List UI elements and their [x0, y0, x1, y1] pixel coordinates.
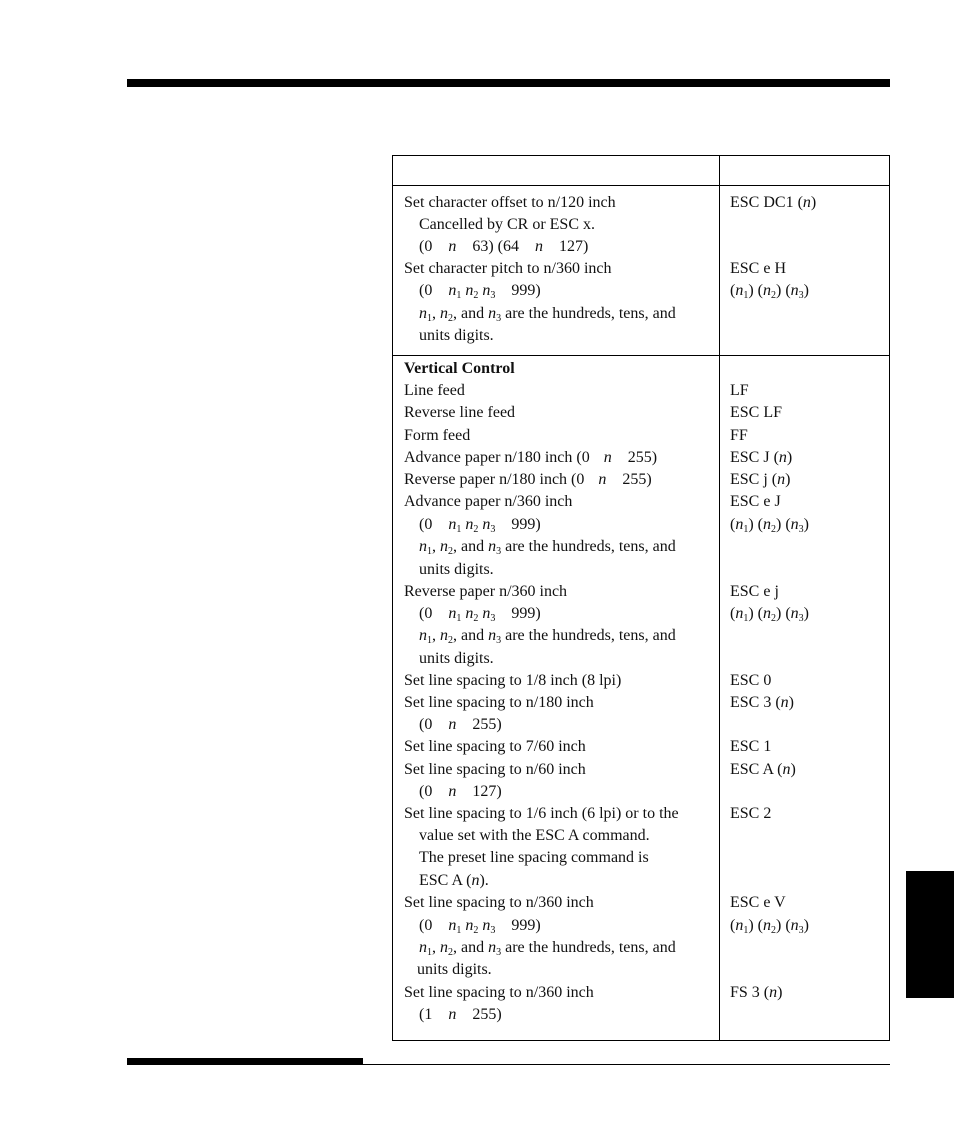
section-heading: Vertical Control — [404, 360, 515, 377]
advance-180-function: Advance paper n/180 inch (0 n 255) — [404, 449, 658, 466]
offset-function: Set character offset to n/120 inch — [404, 194, 616, 211]
pitch-range: (0 $n_1$ $n_2$ $n_3$ 999) — [419, 282, 541, 301]
line-spacing-6lpi-preset: The preset line spacing command is — [419, 849, 649, 866]
reverse-line-feed-function: Reverse line feed — [404, 404, 516, 421]
line-spacing-6lpi-preset-cmd: ESC A (n). — [419, 872, 489, 889]
reverse-360-range: (0 $n_1$ $n_2$ $n_3$ 999) — [419, 605, 541, 624]
line-spacing-6lpi-note: value set with the ESC A command. — [419, 827, 650, 844]
line-feed-function: Line feed — [404, 382, 465, 399]
line-spacing-360-command: ESC e V — [730, 894, 786, 911]
pitch-function: Set character pitch to n/360 inch — [404, 260, 612, 277]
offset-range: (0 n 63) (64 n 127) — [419, 238, 589, 255]
line-spacing-8lpi-function: Set line spacing to 1/8 inch (8 lpi) — [404, 672, 622, 689]
offset-note: Cancelled by CR or ESC x. — [419, 216, 595, 233]
line-spacing-60-command: ESC A (n) — [730, 761, 796, 778]
line-spacing-7-60-command: ESC 1 — [730, 738, 772, 755]
fs3-command: FS 3 (n) — [730, 984, 783, 1001]
column-divider — [719, 156, 720, 1040]
line-spacing-180-range: (0 n 255) — [419, 716, 502, 733]
pitch-units: units digits. — [419, 327, 494, 344]
pitch-digits-note: $n_1$, $n_2$, and $n_3$ are the hundreds, tens, and — [419, 305, 676, 324]
header-rule — [393, 185, 889, 186]
reverse-360-params: $(n_1)$ $(n_2)$ $(n_3)$ — [730, 605, 809, 624]
advance-360-units: units digits. — [419, 561, 494, 578]
advance-360-function: Advance paper n/360 inch — [404, 493, 573, 510]
form-feed-function: Form feed — [404, 427, 471, 444]
line-spacing-360-params: $(n_1)$ $(n_2)$ $(n_3)$ — [730, 917, 809, 936]
footer-rule-thick — [127, 1058, 363, 1065]
reverse-180-function: Reverse paper n/180 inch (0 n 255) — [404, 471, 652, 488]
reverse-360-digits-note: $n_1$, $n_2$, and $n_3$ are the hundreds, tens, and — [419, 627, 676, 646]
line-spacing-6lpi-function: Set line spacing to 1/6 inch (6 lpi) or to the — [404, 805, 679, 822]
line-spacing-360-range: (0 $n_1$ $n_2$ $n_3$ 999) — [419, 917, 541, 936]
top-rule — [127, 79, 890, 87]
line-spacing-6lpi-command: ESC 2 — [730, 805, 772, 822]
chapter-thumb-tab — [906, 871, 954, 998]
reverse-180-command: ESC j (n) — [730, 471, 791, 488]
section-rule — [393, 355, 889, 356]
advance-360-command: ESC e J — [730, 493, 781, 510]
fs3-function: Set line spacing to n/360 inch — [404, 984, 594, 1001]
line-spacing-7-60-function: Set line spacing to 7/60 inch — [404, 738, 586, 755]
form-feed-command: FF — [730, 427, 748, 444]
pitch-command: ESC e H — [730, 260, 786, 277]
reverse-360-function: Reverse paper n/360 inch — [404, 583, 568, 600]
reverse-360-units: units digits. — [419, 650, 494, 667]
pitch-params: $(n_1)$ $(n_2)$ $(n_3)$ — [730, 282, 809, 301]
line-feed-command: LF — [730, 382, 749, 399]
advance-180-command: ESC J (n) — [730, 449, 793, 466]
offset-command: ESC DC1 (n) — [730, 194, 817, 211]
line-spacing-360-function: Set line spacing to n/360 inch — [404, 894, 594, 911]
line-spacing-360-units: units digits. — [417, 961, 492, 978]
reverse-line-feed-command: ESC LF — [730, 404, 783, 421]
line-spacing-60-function: Set line spacing to n/60 inch — [404, 761, 586, 778]
line-spacing-360-digits-note: $n_1$, $n_2$, and $n_3$ are the hundreds, tens, and — [419, 939, 676, 958]
line-spacing-8lpi-command: ESC 0 — [730, 672, 772, 689]
footer-rule-thin — [363, 1064, 890, 1065]
line-spacing-60-range: (0 n 127) — [419, 783, 502, 800]
line-spacing-180-command: ESC 3 (n) — [730, 694, 794, 711]
advance-360-range: (0 $n_1$ $n_2$ $n_3$ 999) — [419, 516, 541, 535]
fs3-range: (1 n 255) — [419, 1006, 502, 1023]
advance-360-params: $(n_1)$ $(n_2)$ $(n_3)$ — [730, 516, 809, 535]
line-spacing-180-function: Set line spacing to n/180 inch — [404, 694, 594, 711]
advance-360-digits-note: $n_1$, $n_2$, and $n_3$ are the hundreds, tens, and — [419, 538, 676, 557]
reverse-360-command: ESC e j — [730, 583, 779, 600]
